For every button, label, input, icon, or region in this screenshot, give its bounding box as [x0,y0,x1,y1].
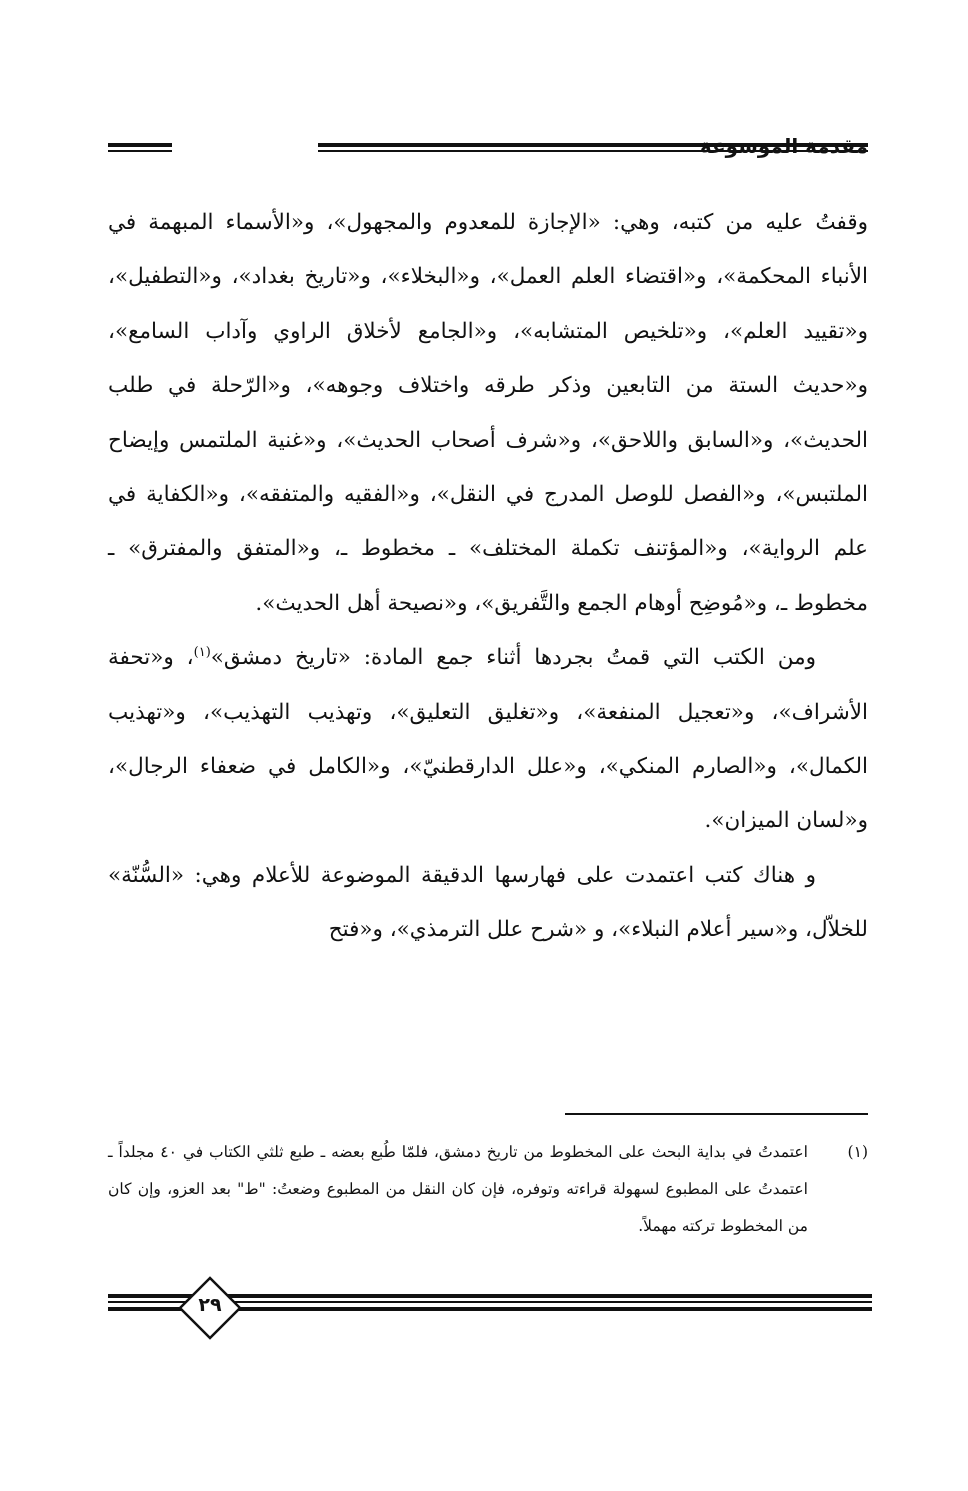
paragraph-2 [108,631,868,849]
footnote-reference[interactable]: (١) [193,645,211,661]
page-number: ٢٩ [198,1294,222,1316]
footnote-text: اعتمدتُ في بداية البحث على المخطوط من تاريخ دمشق، فلمّا طُبع بعضه ـ طبع ثلثي الكتاب في ٤٠ مجلداً ـ اعتمدتُ على المطبوع لسهولة قراءته وتوفره، فإن كان النقل من المطبوع وضعتُ: "ط" بعد العزو، وإن كان من المخطوط تركته مهملاً. [108,1143,808,1235]
footnote [108,1134,868,1245]
main-text [108,196,868,958]
footnote-separator [565,1113,868,1115]
paragraph-2-end: ، و«تحفة الأشراف»، و«تعجيل المنفعة»، و«تغليق التعليق»، وتهذيب التهذيب»، و«تهذيب الكمال»، و«الصارم المنكي»، و«علل الدارقطنيّ»، و«الكامل في ضعفاء الرجال»، و«لسان الميزان». [108,645,868,834]
running-title: مقدمة الموسوعة [699,134,868,158]
paragraph-3: و هناك كتب اعتمدت على فهارسها الدقيقة الموضوعة للأعلام وهي: «السُّنّة» للخلاّل، و«سير أعلام النبلاء»، و «شرح علل الترمذي»، و«فتح [108,862,868,943]
paragraph-2-start: ومن الكتب التي قمتُ بجردها أثناء جمع المادة: «تاريخ دمشق» [210,645,816,671]
paragraph-1: وقفتُ عليه من كتبه، وهي: «الإجازة للمعدوم والمجهول»، و«الأسماء المبهمة في الأنباء المحكمة»، و«اقتضاء العلم العمل»، و«البخلاء»، و«تاريخ بغداد»، و«التطفيل»، و«تقييد العلم»، و«تلخيص المتشابه»، و«الجامع لأخلاق الراوي وآداب السامع»، و«حديث الستة من التابعين وذكر طرقه واختلاف وجوهه»، و«الرّحلة في طلب الحديث»، و«السابق واللاحق»، و«شرف أصحاب الحديث»، و«غنية الملتمس وإيضاح الملتبس»، و«الفصل للوصل المدرج في النقل»، و«الفقيه والمتفقه»، و«الكفاية في علم الرواية»، و«المؤتنف تكملة المختلف» ـ مخطوط ـ، و«المتفق والمفترق» ـ مخطوط ـ، و«مُوضِح أوهام الجمع والتَّفريق»، و«نصيحة أهل الحديث». [108,210,868,616]
header-rule-short [108,143,172,152]
header-rule-long [318,143,868,152]
footnote-number: (١) [847,1143,868,1161]
